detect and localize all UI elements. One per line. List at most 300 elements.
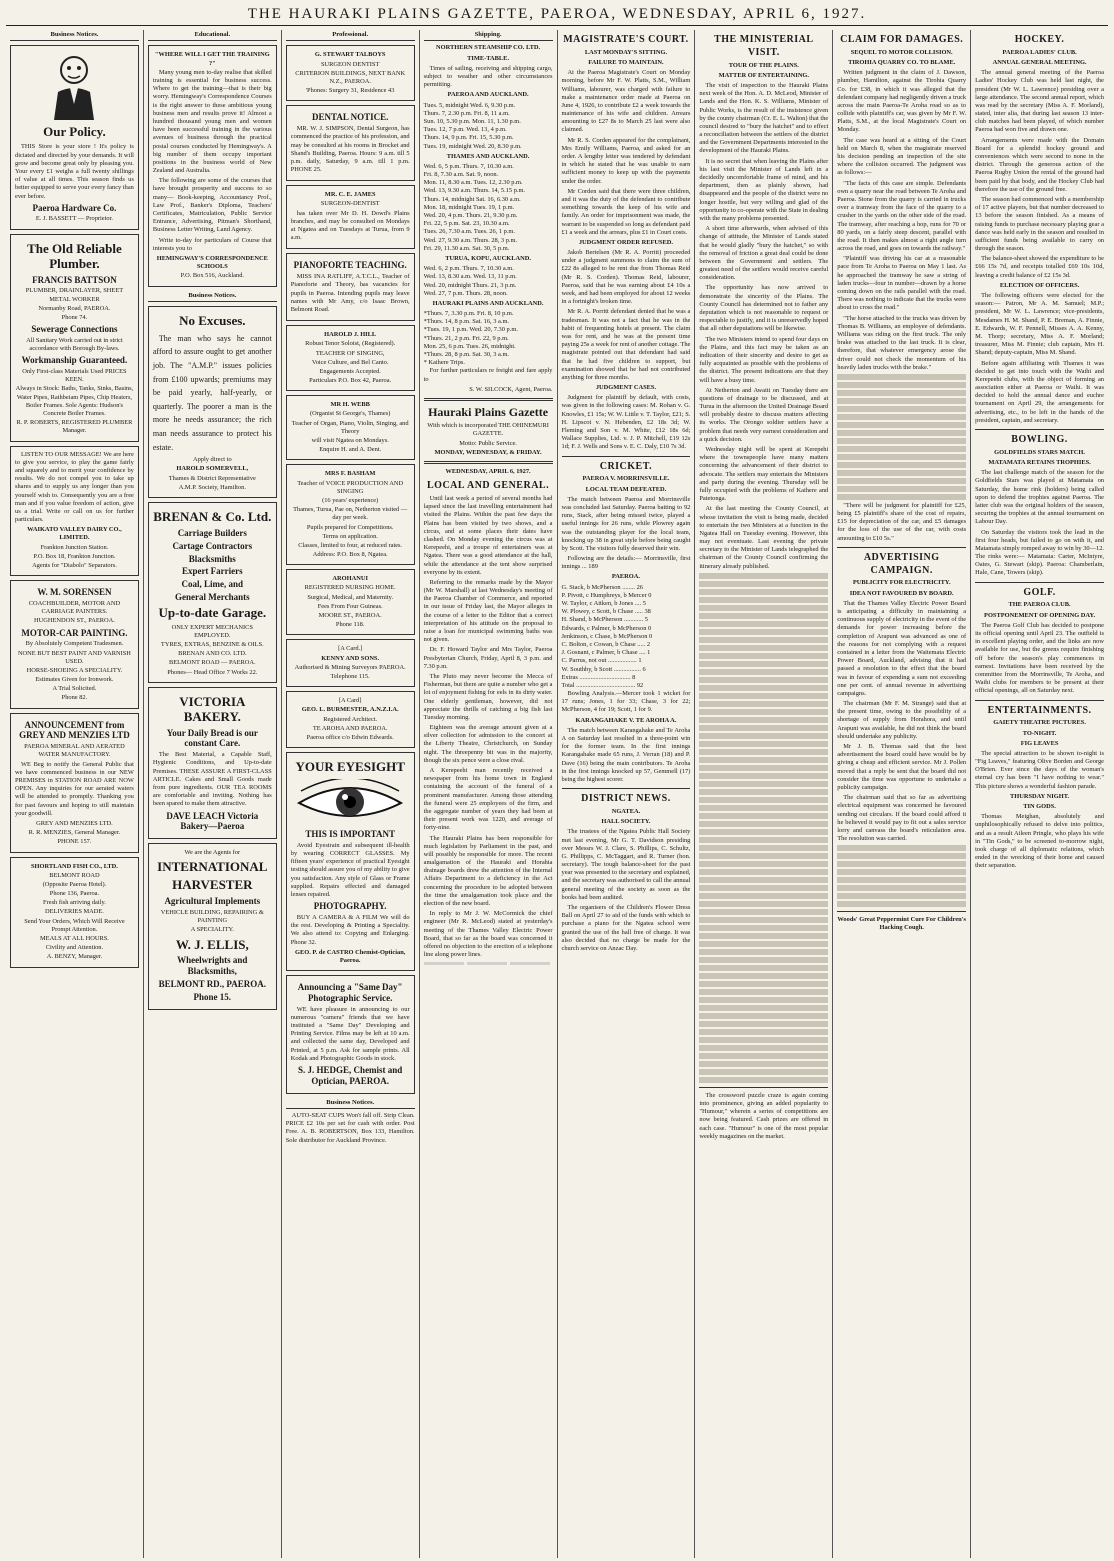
waikato-line: Frankton Junction Station.: [40, 543, 109, 551]
garage-line: ONLY EXPERT MECHANICS EMPLOYED.: [171, 623, 253, 639]
policy-ad: [10, 45, 139, 229]
route-row: Thurs. 14, midnight Sat. 16, 6.30 a.m.: [423, 195, 521, 203]
excuses-apply: Apply direct to: [192, 456, 232, 464]
workmanship-title: Workmanship Guaranteed.: [21, 355, 128, 366]
photo-text: BUY A CAMERA & A FILM We will do the rest. Developing & Printing a Speciality. We also attend to: Copying and Enlarging. Phone 32.: [290, 913, 410, 946]
hemingway-box: P.O. Box 516, Auckland.: [180, 272, 244, 280]
motorcar-line: A Trial Solicited.: [52, 685, 97, 693]
local-paragraph: A Kerepeehi man recently received a newspaper from his home town in England containing the account of the funeral of a prominent manufacturer. Among those attending the funeral were 25 employees of the firm, and the aggregate number of years they had been at their present work was 1220, and average of forty-nine.: [423, 767, 553, 832]
subheading: TIN GODS.: [1023, 803, 1056, 810]
talboys-line: G. STEWART TALBOYS: [314, 51, 386, 59]
article-paragraph: The balance-sheet showed the expenditure to be £66 15s 7d, and receipts totalled £69 10s 10d, leaving a credit balance of £2 15s 3d.: [975, 255, 1104, 279]
score-row: W. Plowey, c Scott, b Chase ..... 38: [561, 608, 651, 616]
agent: S. W. SILCOCK, Agent, Paeroa.: [469, 385, 553, 393]
masthead: THE HAURAKI PLAINS GAZETTE, PAEROA, WEDNESDAY, APRIL 6, 1927.: [6, 0, 1108, 26]
divider: [975, 582, 1104, 583]
hockey-title: HOCKEY.: [1014, 34, 1065, 45]
gazette-line: With which is incorporated THE OHINEMURI GAZETTE.: [427, 422, 549, 438]
section-header: Shipping.: [424, 30, 553, 41]
ellis-line: Phone 15.: [193, 991, 232, 1002]
route-row: Wed. 27, 7 p.m. Thurs. 28, noon.: [423, 289, 508, 297]
brenan-line: General Merchants: [175, 591, 250, 602]
route-row: Mon. 25, 6 p.m. Tues. 26, midnight.: [423, 342, 516, 350]
arohanui-ad: [286, 569, 415, 635]
article-paragraph: The last challenge match of the season for the Goldfields Stars was played at Matamata on Saturday, the home rink (holders) being called upon to defend the trophies against Paeroa. The latter club was the original holders of the season, securing the trophies at the annual tournament on Labour Day.: [975, 469, 1104, 526]
basham-line: Pupils prepared for Competitions.: [306, 523, 394, 531]
score-row: J. Gosnant, c Palmer, b Chase .... 1: [561, 649, 651, 657]
route-row: Wed. 20, midnight Thurs. 21, 3 p.m.: [423, 281, 517, 289]
route-row: Tues. 19, midnight Wed. 20, 8.30 p.m.: [423, 142, 522, 150]
dental-title: DENTAL NOTICE.: [312, 112, 389, 123]
divider: [562, 456, 691, 457]
article-paragraph: The visit of inspection to the Hauraki Plains next week of the Hon. A. D. McLeod, Minister of Lands and the Hon. K. S. Williams, Minister of Public Works, is the result of the insistence given by the county chairman (Cr. E. L. Walton) that the council desired to "bury the hatchet" and to effect a reconciliation between the settlers of the district and the Government Departments interested in the development of the Hauraki Plains.: [699, 81, 829, 155]
basham-line: Thames, Turua, Pae on, Netherton visited — day per week.: [293, 506, 408, 522]
timetable-intro: Times of sailing, receiving and shipping cargo, subject to weather and other circumstances permitting.: [423, 64, 553, 89]
burmester-line: TE AROHA AND PAEROA.: [312, 724, 388, 732]
brenan-line: Coal, Lime, and: [181, 579, 244, 590]
section-header: Business Notices.: [10, 30, 139, 41]
garage-line: BELMONT ROAD — PAEROA.: [168, 659, 256, 667]
where-text-3: Write to-day for particulars of Course that interests you to: [152, 236, 272, 252]
route-row: Mon. 18, midnight Tues. 19, 1 p.m.: [423, 203, 515, 211]
article-paragraph: Mr R. A. Porritt defendant denied that he was a tradesman. It was not a fact that he was in the habit of frequenting hotels at present. The claim was for rent, and he was at the present time paying 25s a week for rent of another cottage. The magistrate pointed out that defendant had said that he had five children to support, but examination showed that he had not contributed anything for three months.: [561, 308, 691, 381]
garage-line: Phones— Head Office 7 Works 22.: [167, 668, 258, 676]
sorensen-line: COACHBUILDER, MOTOR AND CARRIAGE PAINTERS.: [28, 599, 121, 616]
timetable-title: TIME-TABLE.: [467, 54, 510, 62]
announcement-text: WE Beg to notify the General Public that we have commenced business in our NEW PREMISES in STATION ROAD ARE NOW OPEN. Any inquiries for our aerated waters will be attended to promptly. Thanking you for past favours and hoping to still maintain your goodwill.: [15, 760, 134, 817]
subheading: TO-NIGHT.: [1022, 729, 1057, 737]
local-paragraph: The Hauraki Plains has been responsible for much legislation by Parliament in the past, and will possibly be responsible for more. The recent amalgamation of the Hauraki and Horahia drainage boards drew the attention of the Internal Affairs Department to a deficiency in the Act concerning the procedure to be adopted between the time the amalgamation took place and the election of the new board.: [423, 834, 553, 908]
article-paragraph: Following are the details:— Morrinsville, first innings ... 189: [561, 555, 691, 571]
gazette-line: Motto: Public Service.: [459, 439, 517, 447]
where-text: Many young men to-day realise that skilled training is essential for business success. Where to get the training—that is their big worry. Hemingway's Correspondence Courses is the right answer to these ambitious young business men and results prove it! Almost a hundred thousand young men and women have been successful training in the various avenues of business through the practical postal courses conducted by Hemingway's. A big number of them occupy important positions in the business world of New Zealand and Australia.: [152, 68, 272, 175]
ellis-line: BELMONT RD., PAEROA.: [158, 979, 267, 990]
brenan-line: Expert Farriers: [181, 566, 243, 577]
column-7: [833, 30, 971, 1558]
article-paragraph: The trustees of the Ngatea Public Hall Society met last evening, Mr G. T. Davidson presiding over Messrs W. J. Clare, S. Phillips, C. Schultz, G. Phillipps, C. McTaggart, and R. Turner (hon. secretary). The tough balance-sheet for the past year was presented to the secretary and explained, and the secretary was authorised to call the annual general meeting of the society as soon as the books had been audited.: [561, 828, 691, 901]
sameday-text: WE have pleasure in announcing to our numerous "camera" friends that we have instituted a "Same Day" Developing and Printing Service. Films may be left at 10 a.m. and collected the same day, Developed and Printed, at 5 p.m. Ask for sample prints. All Kodak and Photographic Goods in stock.: [290, 1005, 410, 1062]
route-row: Mon. 11, 8.30 a.m. Tues. 12, 2.30 p.m.: [423, 179, 523, 187]
kenny-line: Telephone 115.: [330, 672, 370, 680]
webb-line: will visit Ngatea on Mondays.: [311, 437, 389, 445]
fish-line: Fresh fish arriving daily.: [43, 899, 106, 907]
dateline: WEDNESDAY, APRIL 6, 1927.: [445, 468, 531, 476]
vehicle-line: VEHICLE BUILDING, REPAIRING & PAINTING: [160, 908, 264, 925]
burmester-line: Registered Architect.: [323, 715, 378, 723]
subheading: JUDGMENT CASES.: [595, 384, 657, 392]
article-paragraph: The match between Paeroa and Morrinsville was concluded last Saturday. Paeroa batting to 92 runs, Stack, after being missed twice, played a useful innings for 26 runs, while Plowrey again was the outstanding player for the local team, knocking up 38 in great style before being caught by Scott. The visitors fully deserved their win.: [561, 495, 691, 552]
route-row: Thurs. 14, 9 p.m. Fri. 15, 5.30 p.m.: [423, 134, 514, 142]
plumber-title: The Old Reliable Plumber.: [27, 240, 122, 271]
man-illustration-icon: [44, 52, 104, 122]
article-paragraph: The special attraction to be shown to-night is "Fig Leaves," featuring Olive Borden and George O'Brien. Ever since the days of the woman's eternal cry has been "I have nothing to wear." This picture shows a wonderful fashion parade.: [975, 749, 1104, 790]
route-list: [424, 310, 553, 367]
route-row: Tues. 5, midnight Wed. 6, 9.30 p.m.: [423, 101, 516, 109]
route-row: Fri. 8, 7.30 a.m. Sat. 9, noon.: [423, 171, 499, 179]
advert-title: ADVERTISING CAMPAIGN.: [863, 551, 940, 576]
score-row: Total ..................................... 92: [561, 681, 644, 689]
fish-line: DELIVERIES MADE.: [44, 908, 104, 916]
subheading: FAILURE TO MAINTAIN.: [588, 58, 664, 66]
motorcar-line: HORSE-SHOEING A SPECIALITY.: [26, 666, 123, 674]
talboys-ad: [286, 45, 415, 101]
subheading: POSTPONEMENT OF OPENING DAY.: [984, 611, 1096, 619]
article-paragraph: Judgment for plaintiff by default, with costs, was given in the following cases: M. Rohan v. G. Knowles, £1 15s; W. W. Little v. T. Taylor, £21; S. H. Lipscot v. N. Hebenden, £2 18s 3d; W. Fleming and Son v. M. White, £12 18s 6d; Wallace Supplies, Ltd. v. J. P. Mitchell, £19 12s 1d; F. J. Wells and Sons v. E. C. Daly, £10 7s 3d.: [561, 394, 691, 451]
subheading: MATAMATA RETAINS TROPHIES.: [988, 459, 1091, 467]
kenny-line: [A Card.]: [338, 645, 363, 653]
arohanui-line: Surgical, Medical, and Maternity.: [307, 593, 394, 601]
score-row: W. Southby, b Scott ................. 6: [561, 665, 646, 673]
ellis-title: W. J. ELLIS,: [175, 936, 249, 952]
brenan-line: Cartage Contractors: [172, 540, 253, 551]
section-header: Business Notices.: [148, 291, 277, 302]
talboys-line: CRITERION BUILDINGS, NEXT BANK N.Z., PAEROA.: [295, 69, 406, 85]
garage-title: Up-to-date Garage.: [158, 604, 267, 620]
piano-title: PIANOFORTE TEACHING.: [293, 260, 407, 271]
columns: [6, 30, 1108, 1558]
score-row: C. Parrus, not out .................. 1: [561, 657, 642, 665]
hill-line: Particulars P.O. Box 42, Paeroa.: [309, 377, 392, 385]
motorcar-title: MOTOR-CAR PAINTING.: [21, 627, 128, 638]
kenny-line: KENNY AND SONS.: [321, 654, 380, 662]
burmester-ad: [286, 691, 415, 748]
local-title: LOCAL AND GENERAL.: [427, 480, 550, 492]
route-list: [424, 265, 553, 298]
motorcar-line: Phone 82.: [61, 694, 88, 702]
article-paragraph: Mr J. B. Thomas said that the best advertisement the board could have would be by giving a cheap and efficient service. Mr J. Pollen moved that a reply be sent that the board did not consider the time was opportune to undertake a publicity campaign.: [837, 743, 967, 791]
article-paragraph: That the Thames Valley Electric Power Board is anticipating a difficulty in maintaining a continuous supply of electricity in the event of the demands for power increasing before the completion of Arapuni was advanced as one of the reasons for not complying with a request contained in a letter from the Waitemata Electric Power Board, Auckland, advising that it had passed a resolution to the effect that the board was in favour of expending a sum not exceeding one per cent. of annual revenue in advertising campaigns.: [837, 599, 967, 697]
announcement-sign: GREY AND MENZIES LTD.: [36, 819, 113, 827]
route-row: Thurs. 7, 2.30 p.m. Fri. 8, 11 a.m.: [423, 109, 510, 117]
burmester-line: [A Card]: [338, 697, 362, 705]
hill-line: Robust Tenor Soloist, (Registered).: [305, 340, 396, 348]
route-list: [424, 163, 553, 253]
article-paragraph: The chairman (Mr F. M. Strange) said that at the present time, owing to the possibility of a shortage of supply from Horahora, and until Arapuni was available, he did not think the board should undertake any publicity.: [837, 700, 967, 740]
route-row: *Thurs. 7, 3.30 p.m. Fri. 8, 10 p.m.: [423, 310, 514, 318]
basham-line: Terms on application.: [322, 532, 378, 540]
fish-line: Civility and Attention.: [45, 944, 104, 952]
local-paragraph: Referring to the remarks made by the Mayor (Mr W. Marshall) at last Wednesday's meeting of the Paeroa Chamber of Commerce, and reported in our issue of Friday last, the Mayor alleges in the course of a letter to the Editor that a correct interpretation of his attitude on the proposal to raise a loan for municipal swimming baths was not given.: [423, 578, 553, 644]
plumber-line: Normanby Road, PAEROA.: [38, 304, 111, 312]
ellis-line: Wheelwrights and Blacksmiths,: [177, 955, 248, 977]
article-paragraph: The match between Karangahake and Te Aroha A on Saturday last resulted in a three-point win for the former team. In the first innings Karangahake made 65 runs, J. Verran (18) and P. Dave (16) being the main contributors. Te Aroha in the first innings knocked up 57, Gemmell (17) being the highest scorer.: [561, 726, 691, 783]
text-filler: [837, 845, 966, 907]
article-paragraph: On Saturday the visitors took the lead in the first four heads, but failed to go on with it, and Matamata simply romped away to win by 30—12. The rinks were:— Matamata: Carter, McIntyre, Oates, G. Stewart (skip). Paeroa: Chamberlain, Hale, Cane, Towers (skip).: [975, 528, 1104, 577]
column-2: [144, 30, 282, 1558]
excuses-line: Thames & District Representative: [168, 474, 256, 482]
route-title: TURUA, KOPU, AUCKLAND.: [445, 254, 531, 262]
subheading: ELECTION OF OFFICERS.: [999, 281, 1080, 289]
hemingway-ad: [148, 45, 277, 286]
golf-title: GOLF.: [1023, 586, 1056, 598]
column-8: [971, 30, 1108, 1558]
sorensen-line: HUGHENDON ST., PAEROA.: [34, 617, 115, 625]
entertainments-title: ENTERTAINMENTS.: [987, 704, 1092, 716]
harvester-ad: [148, 843, 277, 1010]
waikato-line: Agents for "Diabolo" Separators.: [32, 562, 117, 569]
policy-firm: Paeroa Hardware Co.: [32, 202, 117, 213]
plumber-ad: [10, 234, 139, 442]
piano-text: MISS INA RATLIFF, A.T.C.L., Teacher of Pianoforte and Theory, has vacancies for pupils in Paeroa. Intending pupils may leave names with Mr Amy, c/o Isaac Brown, Belmont Road.: [290, 273, 410, 313]
subheading: PUBLICITY FOR ELECTRICITY.: [852, 579, 951, 587]
route-row: Wed. 13, 9.30 a.m. Thurs. 14, 5.15 p.m.: [423, 187, 526, 195]
fish-line: Send Your Orders, Which Will Receive Prompt Attention.: [24, 917, 125, 933]
brenan-ad: [148, 502, 277, 683]
amp-ad: [148, 306, 277, 498]
fish-ad: [10, 857, 139, 968]
subheading: IDEA NOT FAVOURED BY BOARD.: [849, 589, 954, 597]
announcement-sign: PHONE 157.: [57, 838, 92, 846]
listen-text: LISTEN TO OUR MESSAGE! We are here to give you service, to play the game fairly and squarely and to merit your confidence by results. We do not compel you to take up shares and to supply us any longer than you yourself wish to. Consequently you are a free man and if you value freedom of action, give us a trial. Write or call on us for further particulars.: [15, 450, 134, 524]
basham-line: Classes, limited to four, at reduced rates.: [298, 541, 403, 549]
article-paragraph: The Paeroa Golf Club has decided to postpone its official opening until April 23. The outfield is in excellent playing order, and the links are now available for use, but the greens require finishing off before the season's play commences in earnest. Invitations have been received by the committee from the Morrinsville, Te Aroha, and Waihi clubs for members to be present at their official openings, all on Saturday next.: [975, 621, 1104, 695]
burmester-line: GEO. L. BURMESTER, A.N.Z.I.A.: [301, 706, 399, 714]
article-paragraph: Jakob Bertelsen (Mr R. A. Porritt) proceeded under a judgment summons to claim the sum of £22 8s alleged to be rent due from Thomas Reid (Mr R. S. Corden). Thomas Reid, labourer, Paeroa, said that he was earning about £4 10s a week, and had been employed for about 12 weeks in a fortnight's broken time.: [561, 249, 691, 306]
subheading: SEQUEL TO MOTOR COLLISION.: [850, 48, 953, 56]
route-note: For further particulars re freight and fare apply to: [423, 367, 553, 383]
route-row: Wed. 27, 9.30 a.m. Thurs. 28, 3 p.m.: [423, 236, 518, 244]
subheading: LOCAL TEAM DEFEATED.: [585, 485, 667, 493]
harvester-line: Agricultural Implements: [164, 896, 261, 907]
divider: [837, 547, 966, 548]
fish-title: SHORTLAND FISH CO., LTD.: [30, 862, 118, 870]
article-paragraph: The organisers of the Children's Flower Dress Ball on April 27 to aid of the funds with which to purchase a piano for the Ngatea school were granted the use of the hall free of charge. It was also decided that no charge be made for the church service on Anzac Day.: [561, 904, 691, 952]
james-ad: [286, 185, 415, 249]
article-paragraph: "The horse attached to the trucks was driven by Thomas B. Williams, an employee of defendants. Williams was riding on the first truck. The only brake was attached to the last truck. It is clear, therefore, that whatever emergency arose the driver could not check the momentum of his heavily laden trucks with the brake.": [837, 314, 967, 371]
sameday-title: Announcing a "Same Day" Photographic Service.: [297, 982, 403, 1003]
route-title: THAMES AND AUCKLAND.: [446, 152, 530, 160]
subheading: PAEROA LADIES' CLUB.: [1002, 48, 1077, 56]
route-row: Wed. 13, 8.30 a.m. Wed. 13, 11 p.m.: [423, 273, 517, 281]
local-paragraph: Eighteen was the average amount given at a silver collection for admission to the concert at the Liberty Theatre, Christchurch, on Sunday night. The threepenny bit was in the majority, though the six pence were a close rival.: [423, 724, 553, 764]
eyesight-title: YOUR EYESIGHT: [295, 759, 405, 775]
subheading: HALL SOCIETY.: [601, 818, 651, 826]
harvester-line: HARVESTER: [172, 877, 253, 893]
local-paragraph: In reply to Mr J. W. McCormick the chief engineer (Mr R. McLeod) stated at yesterday's meeting of the Thames Valley Electric Power Board, that so far as the board was concerned it offered no objection to the erection of a telephone line along power lines.: [423, 910, 553, 959]
article-paragraph: Thomas Meighan, absolutely and unphilosophically refused to delve into politics, and as a result Aileen Pringle, who plays his wife in "Tin Gods," to be screened to-morrow night, took charge of all diplomatic relations, which ended in the wrecking of their home and caused their separation.: [975, 813, 1104, 870]
eye-icon: [295, 779, 405, 825]
column-3: [282, 30, 420, 1558]
ministerial-title: THE MINISTERIAL VISIT.: [714, 34, 814, 58]
local-paragraph: Until last week a period of several months had lapsed since the last travelling entertainment had visited the Plains. Within the past few days the Plains has been visited by two shows, and a circus, and at some places their dates have clashed. On Monday evening the circus was at Kerepeehi, and a troupe of entertainers was at Ngatea. There was a good attendance at the hall, while the attendance at the tent show surprised everyone by its extent.: [423, 495, 553, 576]
decastro: GEO. P. de CASTRO Chemist-Optician, Paeroa.: [295, 948, 406, 964]
vehicle-line: A SPECIALITY.: [190, 926, 234, 934]
article-paragraph: At the last meeting the County Council, at whose invitation the visit is being made, decided to entertain the two Ministers at a function in the Ngatea Hall on Tuesday evening. However, this may not eventuate. Last evening the private secretary to the Minister of Lands telegraphed the chairman of the County Council confirming the itinerary already published.: [699, 505, 829, 570]
article-paragraph: The case was heard at a sitting of the Court held on March 8, when the magistrate reserved his decision pending an inspection of the site where the collision occurred. The judgment was as follows:—: [837, 136, 967, 177]
harvester-line: INTERNATIONAL: [157, 859, 268, 875]
garage-line: BRENAN AND CO. LTD.: [178, 650, 247, 658]
route-title: HAURAKI PLAINS AND AUCKLAND.: [432, 299, 544, 307]
score-row: G. Stack, b McPherson ........ 26: [561, 583, 643, 591]
subheading: JUDGMENT ORDER REFUSED.: [578, 238, 674, 246]
fish-line: (Opposite Paeroa Hotel).: [42, 880, 107, 888]
route-row: *Thurs. 14, 8 p.m. Sat. 16, 3 a.m.: [423, 318, 510, 326]
brenan-title: BRENAN & Co. Ltd.: [153, 508, 272, 524]
divider: [424, 461, 553, 464]
subheading: PAEROA.: [611, 573, 640, 581]
dental-text: MR. W. J. SIMPSON, Dental Surgeon, has commenced the practice of his profession, and may be consulted at his rooms in Brocket and Shand's Building, Paeroa. Hours: 9 a.m. till 5 p.m. daily, Saturday, 9 a.m. till 1 p.m. PHONE 25.: [290, 125, 410, 174]
column-5: [558, 30, 696, 1558]
article-paragraph: "There will be judgment for plaintiff for £25, being £5 plaintiff's share of the cost of repairs, £15 for depreciation of the car, and £5 damages for the loss of the use of the car, with costs amounting to £10 5s.": [837, 501, 967, 542]
fish-line: Phone 136, Paeroa.: [49, 890, 100, 898]
hedge: S. J. HEDGE, Chemist and Optician, PAEROA.: [298, 1064, 403, 1086]
route-row: Tues. 12, 7 p.m. Wed. 13, 4 p.m.: [423, 126, 507, 134]
hill-line: TEACHER OF SINGING,: [315, 349, 385, 357]
article-paragraph: The two Ministers intend to spend four days on the Plains, and this fact may be taken as an indication of their sincerity and desire to get as fully acquainted as possible with the problems of the district. The present indications are that they will have a busy time.: [699, 335, 829, 384]
james-line: MR. C. E. JAMES: [324, 191, 376, 199]
score-row: W. Taylor, c Aitken, b Jones .... 5: [561, 600, 646, 608]
subheading: THE PAEROA CLUB.: [1008, 601, 1071, 609]
plumber-line: Phone 74.: [61, 313, 88, 321]
announcement-line: PAEROA MINERAL AND AERATED WATER MANUFACTORY.: [24, 743, 125, 759]
subheading: PAEROA V. MORRINSVILLE.: [582, 475, 670, 483]
route-row: * Kaihere Trips.: [423, 359, 465, 367]
basham-ad: [286, 464, 415, 565]
basham-line: MRS F. BASHAM: [325, 470, 376, 478]
local-paragraph: Dr. F. Howard Taylor and Mrs Taylor, Paeroa Presbyterian Church, Friday, April 8, 3 p.m. and 7.30 p.m.: [423, 646, 553, 670]
claim-title: CLAIM FOR DAMAGES.: [840, 34, 964, 45]
motorcar-line: Estimates Given for Ironwork.: [35, 676, 114, 684]
article-paragraph: It is no secret that when leaving the Plains after his last visit the Minister of Lands left in a decidedly uncomfortable frame of mind, and his department, then as plainly shown, had disappeared and the people of the district were no longer hostile, but very willing and glad of the opportunity to co-operate with the State in dealing with the many problems presented.: [699, 157, 829, 222]
webb-line: Enquire H. and A. Dent.: [319, 446, 382, 454]
talboys-line: SURGEON DENTIST: [320, 60, 380, 68]
brenan-line: Carriage Builders: [177, 527, 247, 538]
article-paragraph: The opportunity has now arrived to demonstrate the sincerity of the Plains. The County Council has determined not to father any deputation which is not reasonable to request or respectable to justify, and it is unreservedly hoped that all other deputations will be likewise.: [699, 284, 829, 333]
route-row: Wed. 6, 5 p.m. Thurs. 7, 10.30 a.m.: [423, 162, 514, 170]
article-paragraph: At Netherton and Awaiti on Tuesday there are questions of drainage to be discussed, and at Turua in the afternoon the United Drainage Board will probably desire to discuss matters affecting its works. The Orongo soldier settlers have a problem that needs very earnest consideration and a quick decision.: [699, 386, 829, 443]
divider: [562, 788, 691, 789]
basham-line: (16 years' experience): [322, 496, 379, 504]
sorensen-title: W. M. SORENSEN: [37, 587, 112, 598]
divider: [975, 429, 1104, 430]
photo-title: PHOTOGRAPHY.: [313, 901, 387, 912]
column-1: [6, 30, 144, 1558]
excuses-title: No Excuses.: [179, 312, 246, 328]
bakery-text: The Best Material, a Capable Staff, Hygienic Conditions, and Up-to-date Premises. THESE ASSURE A FIRST-CLASS ARTICLE. Cakes and Small Goods made from pure ingredients. OUR TEA ROOMS are comfortable and inviting. Nothing has been spared to make them attractive.: [152, 751, 272, 808]
announcement-sign: R. R. MENZIES, General Manager.: [28, 829, 121, 837]
article-paragraph: "Plaintiff was driving his car at a reasonable pace from Te Aroha to Paeroa on May 1 last. As he approached the tramway he saw a string of laden trucks—four in number—drawn by a horse coming down on the rails parallel with the road. There was nothing to indicate that the trucks were about to cross the road.": [837, 255, 967, 312]
motorcar-line: By Absolutely Competent Tradesmen.: [25, 640, 124, 648]
roberts: R. P. ROBERTS, REGISTERED PLUMBER Manager.: [16, 419, 133, 435]
route-row: Tues. 26, 7.30 a.m. Tues. 26, 1 p.m.: [423, 228, 516, 236]
important-text: Avoid Eyestrain and subsequent ill-health by wearing CORRECT GLASSES. My fifteen years' experience of practical Eyesight testing should assure you of my ability to give you satisfaction. Any style of Glass or Frame supplied. Repairs effected and damaged lenses repaired.: [290, 841, 410, 898]
article-paragraph: Mr Corden said that there were three children, and it was the duty of the defendant to contribute something towards the keep of his wife and family. An order for imprisonment was made, the warrant to be suspended so long as defendant paid £1 a week and the arrears, plus £1 in Court costs.: [561, 187, 691, 236]
score-row: Edwards, c Palmer, b McPherson 0: [561, 624, 652, 632]
subheading: TIROHIA QUARRY CO. TO BLAME.: [848, 58, 956, 66]
basham-line: Teacher of VOICE PRODUCTION AND SINGING: [297, 479, 404, 495]
route-row: *Thurs. 21, 2 p.m. Fri. 22, 9 p.m.: [423, 334, 509, 342]
arohanui-line: REGISTERED NURSING HOME.: [304, 584, 396, 592]
bakery-ad: [148, 687, 277, 839]
score-row: Jenkinson, c Chase, b McPherson 0: [561, 632, 653, 640]
waikato-ad: [10, 446, 139, 577]
subheading: THURSDAY NIGHT.: [1010, 792, 1070, 800]
plumber-name: FRANCIS BATTSON: [32, 274, 117, 285]
arohanui-line: Phone 118.: [335, 621, 365, 629]
magistrate-title: MAGISTRATE'S COURT.: [563, 34, 689, 45]
subheading: NGATEA.: [611, 807, 641, 815]
fish-line: BELMONT ROAD: [49, 871, 100, 879]
score-row: C. Bolton, c Cowan, b Chase ..... 2: [561, 640, 651, 648]
article-paragraph: Mr R. S. Corden appeared for the complainant, Mrs Emily Williams, Paeroa, and asked for an order. A lengthy letter was tendered by defendant in which he stated that he was unable to earn sufficient money to keep up with the payments under the order.: [561, 136, 691, 185]
arohanui-line: Fees From Four Guineas.: [317, 602, 383, 610]
gazette-line: MONDAY, WEDNESDAY, & FRIDAY.: [434, 448, 542, 456]
plumber-line: PLUMBER, DRAINLAYER, SHEET METAL WORKER: [25, 287, 124, 303]
subheading: ANNUAL GENERAL MEETING.: [992, 58, 1087, 66]
subheading: KARANGAHAKE V. TE AROHA A.: [575, 716, 677, 724]
subheading: GAIETY THEATRE PICTURES.: [993, 719, 1086, 727]
subheading: FIG LEAVES: [1020, 739, 1059, 747]
policy-proprietor: E. J. BASSETT — Proprietor.: [35, 215, 113, 223]
route-row: Fri. 29, 11.30 a.m. Sat. 30, 5 p.m.: [423, 244, 510, 252]
article-paragraph: The following officers were elected for the season:— Patron, Mr A. M. Samuel; M.P.; president, Mr W. L. Lawrence; vice-presidents, Mesdames H. M. Shand, P. E. Breman, A. Finnie, E. Edwards, W. F. Pennell, Misses A. A. Kenny, M. Thorp; secretary, Miss A. F. Morland; treasurer, Miss M. Finnie; club captain, Mrs H. Shand; deputy-captain, Miss M. Shand.: [975, 292, 1104, 357]
sewerage-title: Sewerage Connections: [31, 324, 118, 335]
article-paragraph: The season had commenced with a membership of 17 active players, but that number decreased to 13 before the season finished. As a means of raising funds to purchase necessary playing gear a dance was held early in the season and resulted in sufficient funds being available to carry on through the season.: [975, 195, 1104, 253]
kenny-line: Authorised & Mining Surveyors PAEROA.: [294, 663, 406, 671]
score-row: H. Shand, b McPherson ............ 5: [561, 616, 648, 624]
article-paragraph: "The facts of this case are simple. Defendants own a quarry near the road between Te Aroha and Paeroa. Stone from the quarry is carried in trucks over a tramway from the face of the quarry to a crusher in the yards on the other side of the road. The tramway, after reaching a hop, runs for 70 or 80 yards, on a fairly steep descent, parallel with the road. It then makes almost a right angle turn across the road, and goes on towards the railway.": [837, 179, 967, 253]
webb-line: (Organist St George's, Thames): [310, 410, 391, 418]
motorcar-line: NONE BUT BEST PAINT AND VARNISH USED.: [17, 649, 131, 665]
divider: [424, 398, 553, 401]
district-title: DISTRICT NEWS.: [581, 793, 671, 805]
piano-ad: [286, 253, 415, 321]
scorecard: [562, 584, 691, 690]
bakery-title: VICTORIA BAKERY.: [179, 693, 246, 724]
route-row: Wed. 6, 2 p.m. Thurs. 7, 10.30 a.m.: [423, 265, 514, 273]
harvester-line: We are the Agents for: [184, 849, 241, 857]
article-paragraph: Before again affiliating with Thames it was decided to get into touch with the Waihi and Kerepeehi clubs, with the object of forming an association either at Paeroa or Waihi. It was decided to hold the annual dance and euchre tournament on April 29, the arrangements for advertising, etc., to be left in the hands of the president, captain, and secretary.: [975, 359, 1104, 424]
cricket-title: CRICKET.: [599, 460, 653, 472]
route-row: Sun. 10, 5.30 p.m. Mon. 11, 1.30 p.m.: [423, 117, 521, 125]
route-row: *Thurs. 28, 8 p.m. Sat. 30, 3 a.m.: [423, 351, 510, 358]
article-paragraph: A short time afterwards, when advised of this change of attitude, the Minister of Lands stated that he would gladly "bury the hatchet," so with the removal of friction a great deal could be done between the Government and settlers. The greatest need of the settlers would receive careful consideration.: [699, 225, 829, 282]
article-paragraph: Arrangements were made with the Domain Board for a splendid hockey ground and conveniences which were second to none in the district. Through the generous action of the Paeroa Rugby Union the rental of the ground had been paid by that body, and the Hockey Club had therefore the use of the ground free.: [975, 136, 1104, 193]
local-paragraph: The Pluto may never become the Mecca of Fisherman, but there are quite a number who get a lot of enjoyment fishing for eels in its dirty water. One elderly gentleman, however, did not appreciate the thrills of catching a big fish last Tuesday morning.: [423, 672, 553, 721]
section-header: Professional.: [286, 30, 415, 41]
hill-line: Engagements Accepted.: [319, 367, 381, 375]
basham-line: Address: P.O. Box 8, Ngatea.: [312, 551, 388, 559]
workmanship-text: Only First-class Materials Used PRICES KEEN.: [22, 368, 127, 384]
policy-title: Our Policy.: [43, 124, 106, 140]
burmester-line: Paeroa office c/o Edwin Edwards.: [306, 733, 394, 741]
kenny-ad: [286, 639, 415, 687]
section-header: Educational.: [148, 30, 277, 41]
article-paragraph: The chairman said that so far as advertising electrical equipment was concerned he favoured sending out circulars. If the board could afford it he believed it would pay to fit out a sales service lorry and canvass the board's reticulation area. The resolution was carried.: [837, 794, 967, 843]
sewerage-text: All Sanitary Work carried out in strict accordance with Borough By-laws.: [26, 336, 123, 353]
divider: [699, 1087, 828, 1088]
score-row: Extras ................................ 8: [561, 673, 636, 681]
hill-line: HAROLD J. HILL: [324, 331, 377, 339]
important-title: THIS IS IMPORTANT: [305, 829, 395, 840]
article-paragraph: Bowling Analysis.—Mercer took 1 wicket for 17 runs; Jones, 1 for 33; Chase, 3 for 22; McPherson, 4 for 19; Scott, 1 for 9.: [561, 690, 691, 714]
divider: [837, 911, 966, 912]
section-header: Business Notices.: [286, 1098, 415, 1109]
eyesight-ad: [286, 752, 415, 971]
text-filler: [699, 573, 828, 1083]
article-paragraph: Wednesday night will be spent at Kerepehi where the townspeople have many matters concerning the advancement of their district to advocate. The settlers may entertain the Ministers and party during the evening. Thursday will be fully occupied with the problems of Kaihere and Patetonga.: [699, 446, 829, 503]
route-row: Wed. 20, 4 p.m. Thurs. 21, 9.30 p.m.: [423, 212, 518, 219]
article-paragraph: At the Paeroa Magistrate's Court on Monday morning, before Mr F. W. Platts, S.M., William Williams, labourer, was charged with failure to make a maintenance order made at Paeroa on June 4, 1926, to contribute £2 a week towards the maintenance of his wife and children. Arrears amounting to £27 8s to March 25 last were also claimed.: [561, 69, 691, 134]
route-list: [424, 102, 553, 151]
autoseat-text: AUTO-SEAT CUPS Won't fall off. Strip Clean. PRICE £2 10s per set for cash with order. Post Free. A. B. ROBERTSON, Box 133, Hamilton. Sole distributor for Auckland Province.: [285, 1112, 415, 1144]
score-row: P. Pivott, c Humphreys, b Mercer 0: [561, 591, 652, 599]
steamship-title: NORTHERN STEAMSHIP CO. LTD.: [436, 44, 541, 52]
announcement-ad: [10, 713, 139, 853]
webb-ad: [286, 395, 415, 460]
james-line: SURGEON-DENTIST: [320, 200, 380, 208]
james-text: has taken over Mr D. H. Dowd's Plains branches, and may be consulted on Mondays at Ngatea and on Tuesdays at Turua, from 9 a.m.: [290, 209, 410, 242]
